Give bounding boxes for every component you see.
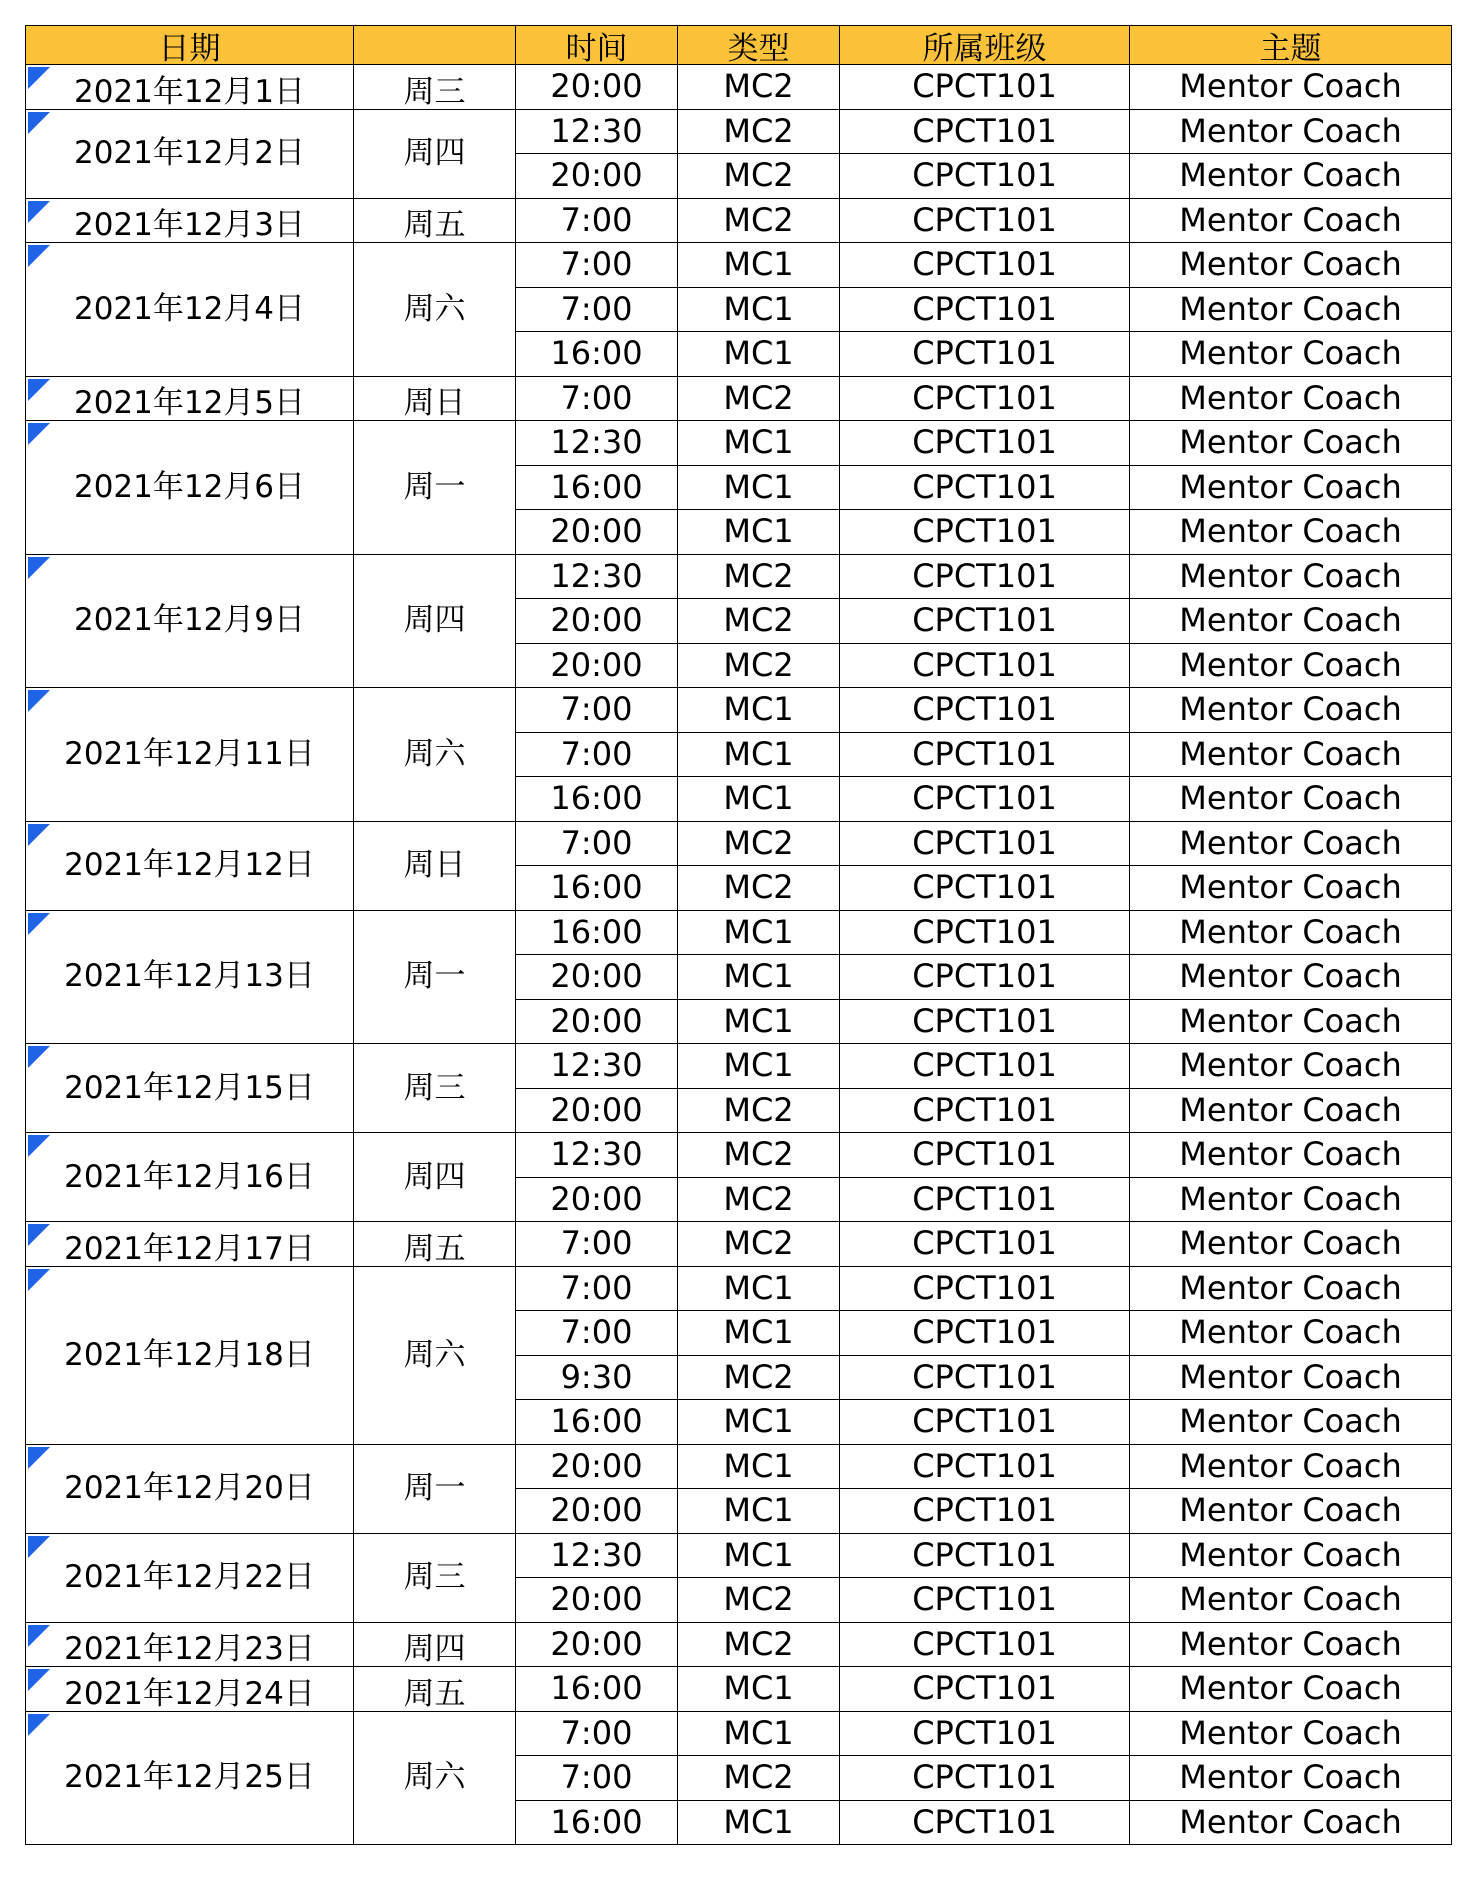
class-cell[interactable]: CPCT101 (840, 554, 1130, 599)
date-cell[interactable] (26, 1266, 354, 1444)
table-row (26, 243, 1452, 288)
header-date[interactable]: 日期 (26, 26, 354, 65)
class-cell[interactable]: CPCT101 (840, 955, 1130, 1000)
class-cell[interactable]: CPCT101 (840, 1177, 1130, 1222)
table-row (26, 109, 1452, 154)
date-text: 2021年12月4日 (73, 290, 306, 327)
date-text: 2021年12月3日 (73, 207, 306, 243)
weekday-cell[interactable]: 周六 (354, 688, 516, 822)
type-cell[interactable]: MC1 (678, 1800, 840, 1845)
table-row (26, 1622, 1452, 1667)
type-cell[interactable]: MC2 (678, 65, 840, 110)
topic-cell[interactable]: Mentor Coach (1130, 510, 1452, 555)
table-row (26, 421, 1452, 466)
weekday-cell[interactable]: 周日 (354, 376, 516, 421)
comment-flag-icon[interactable] (28, 379, 50, 401)
topic-cell[interactable]: Mentor Coach (1130, 332, 1452, 377)
topic-cell[interactable]: Mentor Coach (1130, 554, 1452, 599)
weekday-cell[interactable]: 周一 (354, 910, 516, 1044)
date-text: 2021年12月6日 (73, 468, 306, 505)
class-cell[interactable]: CPCT101 (840, 332, 1130, 377)
date-text: 2021年12月11日 (64, 735, 315, 772)
type-cell[interactable]: MC1 (678, 1044, 840, 1089)
comment-flag-icon[interactable] (28, 1625, 50, 1647)
topic-cell[interactable]: Mentor Coach (1130, 1444, 1452, 1489)
weekday-cell[interactable]: 周五 (354, 198, 516, 243)
table-row (26, 198, 1452, 243)
header-time[interactable]: 时间 (516, 26, 678, 65)
type-cell[interactable]: MC2 (678, 198, 840, 243)
table-row (26, 1044, 1452, 1089)
weekday-cell[interactable]: 周五 (354, 1667, 516, 1712)
topic-cell[interactable]: Mentor Coach (1130, 777, 1452, 822)
table-row (26, 1133, 1452, 1178)
date-text: 2021年12月5日 (73, 385, 306, 421)
date-text: 2021年12月12日 (64, 847, 315, 883)
topic-cell[interactable]: Mentor Coach (1130, 1667, 1452, 1712)
topic-cell[interactable]: Mentor Coach (1130, 866, 1452, 911)
class-cell[interactable]: CPCT101 (840, 1355, 1130, 1400)
topic-cell[interactable]: Mentor Coach (1130, 1355, 1452, 1400)
comment-flag-icon[interactable] (28, 1714, 50, 1736)
weekday-cell[interactable]: 周一 (354, 421, 516, 555)
time-cell[interactable]: 7:00 (516, 1756, 678, 1801)
date-text: 2021年12月17日 (64, 1230, 315, 1266)
type-cell[interactable]: MC2 (678, 1756, 840, 1801)
topic-cell[interactable]: Mentor Coach (1130, 1578, 1452, 1623)
date-text: 2021年12月2日 (73, 135, 306, 171)
date-cell[interactable] (26, 1222, 354, 1267)
topic-cell[interactable]: Mentor Coach (1130, 65, 1452, 110)
topic-cell[interactable]: Mentor Coach (1130, 1756, 1452, 1801)
weekday-cell[interactable]: 周六 (354, 1711, 516, 1845)
topic-cell[interactable]: Mentor Coach (1130, 465, 1452, 510)
comment-flag-icon[interactable] (28, 913, 50, 935)
comment-flag-icon[interactable] (28, 245, 50, 267)
type-cell[interactable]: MC2 (678, 1622, 840, 1667)
class-cell[interactable]: CPCT101 (840, 154, 1130, 199)
date-cell[interactable] (26, 910, 354, 1044)
type-cell[interactable]: MC1 (678, 1266, 840, 1311)
class-cell[interactable]: CPCT101 (840, 599, 1130, 644)
type-cell[interactable]: MC2 (678, 821, 840, 866)
comment-flag-icon[interactable] (28, 1447, 50, 1469)
type-cell[interactable]: MC1 (678, 999, 840, 1044)
time-cell[interactable]: 20:00 (516, 1622, 678, 1667)
class-cell[interactable]: CPCT101 (840, 1044, 1130, 1089)
time-cell[interactable]: 16:00 (516, 777, 678, 822)
date-text: 2021年12月18日 (64, 1336, 315, 1373)
class-cell[interactable]: CPCT101 (840, 1311, 1130, 1356)
header-type[interactable]: 类型 (678, 26, 840, 65)
date-text: 2021年12月20日 (64, 1470, 315, 1506)
time-cell[interactable]: 20:00 (516, 955, 678, 1000)
date-cell[interactable] (26, 1133, 354, 1222)
weekday-cell[interactable]: 周六 (354, 243, 516, 377)
class-cell[interactable]: CPCT101 (840, 1622, 1130, 1667)
type-cell[interactable]: MC1 (678, 243, 840, 288)
class-cell[interactable]: CPCT101 (840, 1266, 1130, 1311)
topic-cell[interactable]: Mentor Coach (1130, 1266, 1452, 1311)
header-class[interactable]: 所属班级 (840, 26, 1130, 65)
type-cell[interactable]: MC2 (678, 1355, 840, 1400)
type-cell[interactable]: MC2 (678, 1578, 840, 1623)
topic-cell[interactable]: Mentor Coach (1130, 1133, 1452, 1178)
type-cell[interactable]: MC2 (678, 376, 840, 421)
topic-cell[interactable]: Mentor Coach (1130, 154, 1452, 199)
type-cell[interactable]: MC1 (678, 1533, 840, 1578)
time-cell[interactable]: 20:00 (516, 999, 678, 1044)
schedule-table (25, 25, 1452, 1845)
table-header (26, 26, 1452, 65)
table-row (26, 1533, 1452, 1578)
weekday-cell[interactable]: 周四 (354, 1133, 516, 1222)
type-cell[interactable]: MC2 (678, 1222, 840, 1267)
class-cell[interactable]: CPCT101 (840, 109, 1130, 154)
class-cell[interactable]: CPCT101 (840, 65, 1130, 110)
time-cell[interactable]: 20:00 (516, 1489, 678, 1534)
type-cell[interactable]: MC1 (678, 287, 840, 332)
date-cell[interactable] (26, 198, 354, 243)
class-cell[interactable]: CPCT101 (840, 1444, 1130, 1489)
type-cell[interactable]: MC1 (678, 1444, 840, 1489)
topic-cell[interactable]: Mentor Coach (1130, 821, 1452, 866)
time-cell[interactable]: 20:00 (516, 65, 678, 110)
type-cell[interactable]: MC2 (678, 643, 840, 688)
topic-cell[interactable]: Mentor Coach (1130, 1088, 1452, 1133)
topic-cell[interactable]: Mentor Coach (1130, 1400, 1452, 1445)
comment-flag-icon[interactable] (28, 1224, 50, 1246)
topic-cell[interactable]: Mentor Coach (1130, 1711, 1452, 1756)
topic-cell[interactable]: Mentor Coach (1130, 955, 1452, 1000)
type-cell[interactable]: MC1 (678, 732, 840, 777)
topic-cell[interactable]: Mentor Coach (1130, 421, 1452, 466)
topic-cell[interactable]: Mentor Coach (1130, 1533, 1452, 1578)
topic-cell[interactable]: Mentor Coach (1130, 1800, 1452, 1845)
time-cell[interactable]: 20:00 (516, 599, 678, 644)
type-cell[interactable]: MC2 (678, 154, 840, 199)
time-cell[interactable]: 12:30 (516, 1533, 678, 1578)
topic-cell[interactable]: Mentor Coach (1130, 999, 1452, 1044)
time-cell[interactable]: 20:00 (516, 1578, 678, 1623)
time-cell[interactable]: 12:30 (516, 554, 678, 599)
time-cell[interactable]: 12:30 (516, 1044, 678, 1089)
table-row (26, 1667, 1452, 1712)
type-cell[interactable]: MC1 (678, 1400, 840, 1445)
date-cell[interactable] (26, 554, 354, 688)
type-cell[interactable]: MC1 (678, 910, 840, 955)
time-cell[interactable]: 9:30 (516, 1355, 678, 1400)
type-cell[interactable]: MC1 (678, 777, 840, 822)
date-text: 2021年12月22日 (64, 1559, 315, 1595)
class-cell[interactable]: CPCT101 (840, 1133, 1130, 1178)
weekday-cell[interactable]: 周三 (354, 1044, 516, 1133)
date-cell[interactable] (26, 1533, 354, 1622)
weekday-cell[interactable]: 周一 (354, 1444, 516, 1533)
time-cell[interactable]: 20:00 (516, 1444, 678, 1489)
topic-cell[interactable]: Mentor Coach (1130, 376, 1452, 421)
class-cell[interactable]: CPCT101 (840, 1711, 1130, 1756)
table-row (26, 1444, 1452, 1489)
date-cell[interactable] (26, 688, 354, 822)
type-cell[interactable]: MC1 (678, 1711, 840, 1756)
weekday-cell[interactable]: 周四 (354, 109, 516, 198)
table-body (26, 65, 1452, 1845)
table-row (26, 1711, 1452, 1756)
comment-flag-icon[interactable] (28, 824, 50, 846)
class-cell[interactable]: CPCT101 (840, 1489, 1130, 1534)
date-text: 2021年12月1日 (73, 73, 306, 109)
weekday-cell[interactable]: 周四 (354, 1622, 516, 1667)
type-cell[interactable]: MC2 (678, 599, 840, 644)
header-day[interactable] (354, 26, 516, 65)
table-row (26, 821, 1452, 866)
type-cell[interactable]: MC1 (678, 688, 840, 733)
type-cell[interactable]: MC1 (678, 332, 840, 377)
class-cell[interactable]: CPCT101 (840, 243, 1130, 288)
class-cell[interactable]: CPCT101 (840, 821, 1130, 866)
comment-flag-icon[interactable] (28, 1269, 50, 1291)
date-cell[interactable] (26, 65, 354, 110)
time-cell[interactable]: 7:00 (516, 376, 678, 421)
topic-cell[interactable]: Mentor Coach (1130, 1177, 1452, 1222)
comment-flag-icon[interactable] (28, 1046, 50, 1068)
time-cell[interactable]: 7:00 (516, 821, 678, 866)
comment-flag-icon[interactable] (28, 1669, 50, 1691)
type-cell[interactable]: MC2 (678, 866, 840, 911)
table-row (26, 688, 1452, 733)
topic-cell[interactable]: Mentor Coach (1130, 732, 1452, 777)
time-cell[interactable]: 20:00 (516, 154, 678, 199)
date-text: 2021年12月24日 (64, 1675, 315, 1711)
date-cell[interactable] (26, 1622, 354, 1667)
time-cell[interactable]: 7:00 (516, 243, 678, 288)
weekday-cell[interactable]: 周三 (354, 1533, 516, 1622)
class-cell[interactable]: CPCT101 (840, 643, 1130, 688)
class-cell[interactable]: CPCT101 (840, 1400, 1130, 1445)
weekday-cell[interactable]: 周五 (354, 1222, 516, 1267)
time-cell[interactable]: 7:00 (516, 1311, 678, 1356)
class-cell[interactable]: CPCT101 (840, 1667, 1130, 1712)
date-cell[interactable] (26, 821, 354, 910)
type-cell[interactable]: MC1 (678, 510, 840, 555)
time-cell[interactable]: 7:00 (516, 287, 678, 332)
date-cell[interactable] (26, 109, 354, 198)
header-row (26, 26, 1452, 65)
time-cell[interactable]: 12:30 (516, 109, 678, 154)
topic-cell[interactable]: Mentor Coach (1130, 599, 1452, 644)
topic-cell[interactable]: Mentor Coach (1130, 643, 1452, 688)
class-cell[interactable]: CPCT101 (840, 999, 1130, 1044)
topic-cell[interactable]: Mentor Coach (1130, 688, 1452, 733)
time-cell[interactable]: 16:00 (516, 1667, 678, 1712)
type-cell[interactable]: MC1 (678, 421, 840, 466)
date-text: 2021年12月16日 (64, 1158, 315, 1195)
class-cell[interactable]: CPCT101 (840, 198, 1130, 243)
date-cell[interactable] (26, 376, 354, 421)
class-cell[interactable]: CPCT101 (840, 1756, 1130, 1801)
date-cell[interactable] (26, 421, 354, 555)
topic-cell[interactable]: Mentor Coach (1130, 198, 1452, 243)
class-cell[interactable]: CPCT101 (840, 421, 1130, 466)
time-cell[interactable]: 16:00 (516, 1800, 678, 1845)
comment-flag-icon[interactable] (28, 67, 50, 89)
type-cell[interactable]: MC2 (678, 1177, 840, 1222)
table-row (26, 910, 1452, 955)
date-cell[interactable] (26, 243, 354, 377)
time-cell[interactable]: 16:00 (516, 1400, 678, 1445)
type-cell[interactable]: MC1 (678, 1311, 840, 1356)
time-cell[interactable]: 7:00 (516, 688, 678, 733)
time-cell[interactable]: 20:00 (516, 1088, 678, 1133)
topic-cell[interactable]: Mentor Coach (1130, 287, 1452, 332)
time-cell[interactable]: 12:30 (516, 1133, 678, 1178)
class-cell[interactable]: CPCT101 (840, 688, 1130, 733)
type-cell[interactable]: MC1 (678, 1489, 840, 1534)
class-cell[interactable]: CPCT101 (840, 777, 1130, 822)
topic-cell[interactable]: Mentor Coach (1130, 1044, 1452, 1089)
date-text: 2021年12月15日 (64, 1069, 315, 1106)
type-cell[interactable]: MC2 (678, 1133, 840, 1178)
comment-flag-icon[interactable] (28, 690, 50, 712)
comment-flag-icon[interactable] (28, 423, 50, 445)
type-cell[interactable]: MC1 (678, 465, 840, 510)
table-row (26, 1222, 1452, 1267)
topic-cell[interactable]: Mentor Coach (1130, 1222, 1452, 1267)
time-cell[interactable]: 20:00 (516, 510, 678, 555)
date-text: 2021年12月25日 (64, 1759, 315, 1796)
date-cell[interactable] (26, 1711, 354, 1845)
type-cell[interactable]: MC2 (678, 554, 840, 599)
class-cell[interactable]: CPCT101 (840, 1533, 1130, 1578)
time-cell[interactable]: 20:00 (516, 1177, 678, 1222)
class-cell[interactable]: CPCT101 (840, 510, 1130, 555)
table-row (26, 65, 1452, 110)
comment-flag-icon[interactable] (28, 112, 50, 134)
topic-cell[interactable]: Mentor Coach (1130, 109, 1452, 154)
weekday-cell[interactable]: 周四 (354, 554, 516, 688)
date-cell[interactable] (26, 1044, 354, 1133)
comment-flag-icon[interactable] (28, 201, 50, 223)
class-cell[interactable]: CPCT101 (840, 1578, 1130, 1623)
time-cell[interactable]: 16:00 (516, 866, 678, 911)
date-text: 2021年12月9日 (73, 602, 306, 639)
time-cell[interactable]: 7:00 (516, 732, 678, 777)
class-cell[interactable]: CPCT101 (840, 866, 1130, 911)
class-cell[interactable]: CPCT101 (840, 1088, 1130, 1133)
class-cell[interactable]: CPCT101 (840, 287, 1130, 332)
type-cell[interactable]: MC1 (678, 1667, 840, 1712)
class-cell[interactable]: CPCT101 (840, 910, 1130, 955)
comment-flag-icon[interactable] (28, 557, 50, 579)
class-cell[interactable]: CPCT101 (840, 1800, 1130, 1845)
time-cell[interactable]: 7:00 (516, 1222, 678, 1267)
weekday-cell[interactable]: 周日 (354, 821, 516, 910)
table-row (26, 1266, 1452, 1311)
class-cell[interactable]: CPCT101 (840, 376, 1130, 421)
comment-flag-icon[interactable] (28, 1135, 50, 1157)
class-cell[interactable]: CPCT101 (840, 732, 1130, 777)
class-cell[interactable]: CPCT101 (840, 465, 1130, 510)
time-cell[interactable]: 7:00 (516, 1711, 678, 1756)
topic-cell[interactable]: Mentor Coach (1130, 910, 1452, 955)
type-cell[interactable]: MC2 (678, 109, 840, 154)
time-cell[interactable]: 7:00 (516, 198, 678, 243)
time-cell[interactable]: 16:00 (516, 910, 678, 955)
topic-cell[interactable]: Mentor Coach (1130, 1622, 1452, 1667)
type-cell[interactable]: MC1 (678, 955, 840, 1000)
date-cell[interactable] (26, 1667, 354, 1712)
time-cell[interactable]: 12:30 (516, 421, 678, 466)
date-cell[interactable] (26, 1444, 354, 1533)
topic-cell[interactable]: Mentor Coach (1130, 1489, 1452, 1534)
weekday-cell[interactable]: 周三 (354, 65, 516, 110)
date-text: 2021年12月23日 (64, 1631, 315, 1667)
weekday-cell[interactable]: 周六 (354, 1266, 516, 1444)
date-text: 2021年12月13日 (64, 958, 315, 995)
topic-cell[interactable]: Mentor Coach (1130, 243, 1452, 288)
time-cell[interactable]: 20:00 (516, 643, 678, 688)
topic-cell[interactable]: Mentor Coach (1130, 1311, 1452, 1356)
time-cell[interactable]: 16:00 (516, 332, 678, 377)
table-row (26, 554, 1452, 599)
header-topic[interactable]: 主题 (1130, 26, 1452, 65)
comment-flag-icon[interactable] (28, 1536, 50, 1558)
class-cell[interactable]: CPCT101 (840, 1222, 1130, 1267)
time-cell[interactable]: 7:00 (516, 1266, 678, 1311)
type-cell[interactable]: MC2 (678, 1088, 840, 1133)
time-cell[interactable]: 16:00 (516, 465, 678, 510)
table-row (26, 376, 1452, 421)
